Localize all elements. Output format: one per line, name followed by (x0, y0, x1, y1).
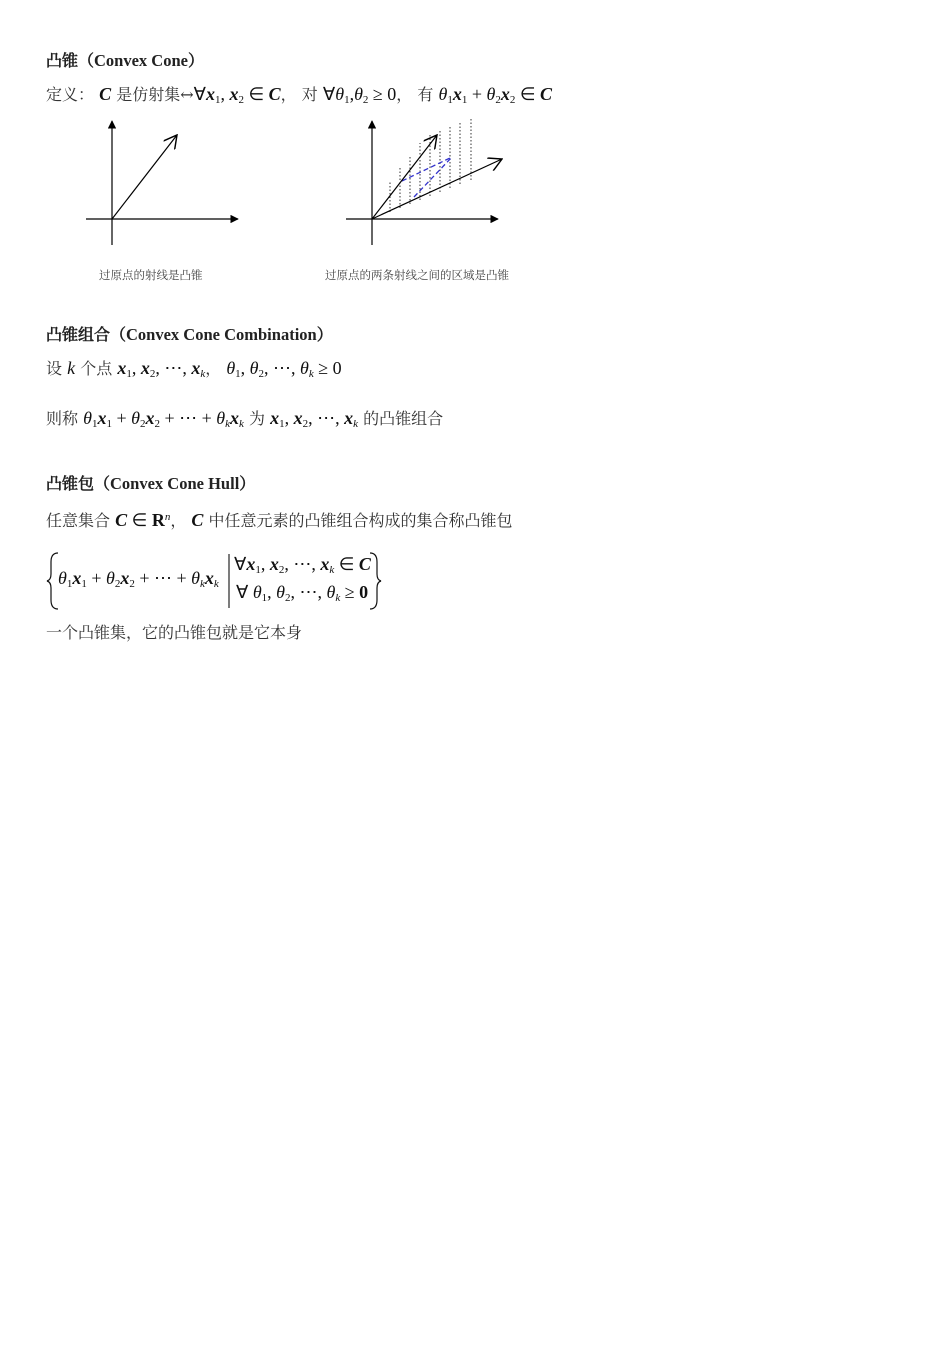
heading-convex-cone (46, 48, 204, 71)
combination-line-1: 设 k 个点 $x_1$, $x_2$, ⋯, $x_k$， $\theta_1$, $\theta_2$, ⋯, $\theta_k \ge 0$ (46, 358, 342, 380)
heading-close: ） (316, 325, 333, 344)
heading-convex-cone-hull (46, 471, 255, 494)
hull-set-formula (46, 550, 386, 612)
caption-right: 过原点的两条射线之间的区域是凸锥 (325, 268, 509, 282)
math-C-in-Rn: C ∈ $R^n$ (115, 510, 171, 530)
parallelogram-dashed (402, 157, 452, 197)
def-text-affine: 是仿射集↔ (116, 85, 194, 104)
ray-arrow-1 (372, 135, 437, 219)
math-C: C (99, 84, 112, 104)
hull-line-1: 任意集合 C ∈ $R^n$， C 中任意元素的凸锥组合构成的集合称凸锥包 (46, 510, 513, 530)
math-hull-cond-2: ∀ $\theta_1$, $\theta_2$, ⋯, $\theta_k \ge 0$ (236, 582, 369, 604)
math-hull-cond-1: $\forall x_1$, $x_2$, ⋯, $x_k$ ∈ C (234, 554, 371, 576)
cone-definition: 定义： C 是仿射集$\leftrightarrow\forall x_1$, $x_2$ ∈ C， 对 $\forall\theta_1,\theta_2 \ge 0$， 有 $\theta_1x_1 + \theta_2x_2$ ∈ C (46, 84, 553, 106)
text-let: 设 (46, 359, 63, 378)
math-points-list: $x_1$, $x_2$, ⋯, $x_k$ (117, 358, 206, 380)
caption-left: 过原点的射线是凸锥 (99, 268, 203, 282)
figure-two-ray-cone (340, 115, 515, 250)
figure-ray-cone (80, 115, 250, 250)
math-points-list-2: $x_1$, $x_2$, ⋯, $x_k$ (270, 408, 358, 430)
math-sum: $\theta_1x_1 + \theta_2x_2$ + ⋯ + $\theta_kx_k$ (83, 408, 244, 430)
math-C: C (191, 510, 204, 530)
text-any-set: 任意集合 (46, 511, 111, 530)
math-theta-cond: $\forall\theta_1,\theta_2 \ge 0$ (322, 84, 397, 106)
heading-close: ） (187, 51, 204, 70)
def-text-for: 对 (301, 85, 318, 104)
math-hull-sum: $\theta_1x_1 + \theta_2x_2$ + ⋯ + $\theta_kx_k$ (58, 568, 219, 590)
ray-arrow (112, 135, 177, 219)
heading-en: Convex Cone Hull (110, 474, 240, 493)
text-points: 个点 (80, 359, 113, 378)
heading-cn: 凸锥组合（ (46, 325, 127, 344)
text-hull-def: 中任意元素的凸锥组合构成的集合称凸锥包 (208, 511, 513, 530)
heading-en: Convex Cone (94, 51, 188, 70)
heading-cn: 凸锥（ (46, 51, 95, 70)
math-k: k (67, 358, 76, 378)
hull-footer: 一个凸锥集，它的凸锥包就是它本身 (46, 623, 303, 642)
def-sep: ， (280, 85, 297, 104)
heading-close: ） (239, 474, 256, 493)
def-text-have: 有 (417, 85, 434, 104)
text-cone-combination: 的凸锥组合 (363, 409, 444, 428)
heading-cn: 凸锥包（ (46, 474, 111, 493)
heading-en: Convex Cone Combination (126, 325, 317, 344)
ray-arrow-2 (372, 159, 502, 219)
math-combination: $\theta_1x_1 + \theta_2x_2$ ∈ C (438, 84, 553, 106)
text-call: 则称 (46, 409, 79, 428)
text-as: 为 (248, 409, 265, 428)
region-hatching (390, 119, 471, 212)
def-label: 定义： (46, 85, 95, 104)
combination-line-2 (46, 406, 443, 429)
math-theta-nonneg: $\theta_1$, $\theta_2$, ⋯, $\theta_k \ge 0$ (226, 358, 342, 380)
heading-convex-cone-combination (46, 322, 333, 345)
math-forall-x: $\forall x_1$, $x_2$ ∈ C (193, 84, 281, 106)
